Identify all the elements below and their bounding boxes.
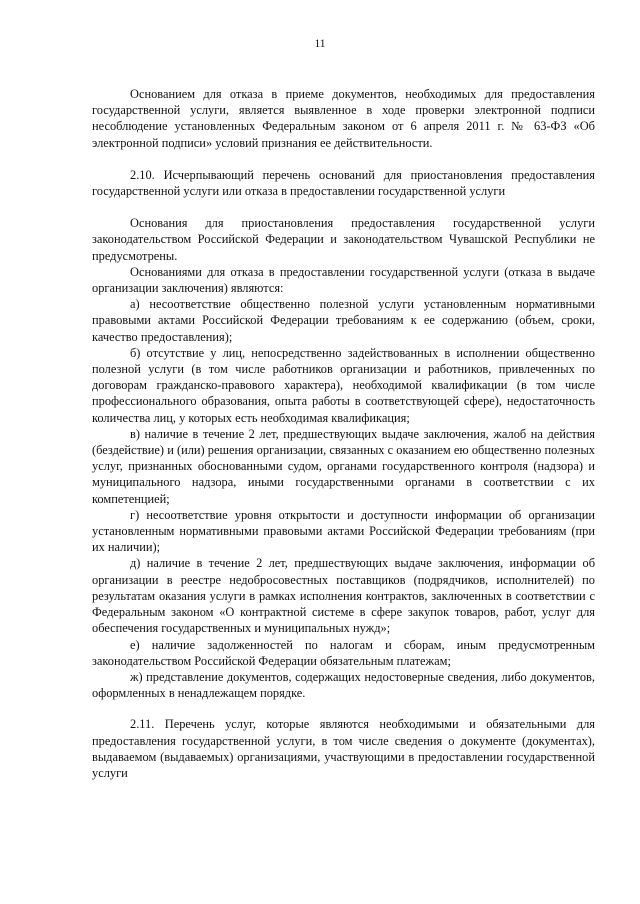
paragraph-spacer [92,199,595,215]
list-item-e: е) наличие задолженностей по налогам и сборам, иным предусмотренным законодательством Российской Федерации обязательным платежам; [92,637,595,668]
list-item-g: г) несоответствие уровня открытости и доступности информации об организации установленным нормативными правовыми актами Российской Федерации требованиям (при их наличии); [92,507,595,555]
paragraph-spacer [92,701,595,716]
paragraph-refusal-grounds-intro: Основаниями для отказа в предоставлении государственной услуги (отказа в выдаче организации заключения) являются: [92,264,595,296]
document-body [92,86,595,781]
section-heading-2-11: 2.11. Перечень услуг, которые являются необходимыми и обязательными для предоставления государственной услуги, в том числе сведения о документе (документах), выдаваемом (выдаваемых) организациями, участвующими в предоставлении государственной услуги [92,717,595,780]
list-item-a: а) несоответствие общественно полезной услуги установленным нормативными правовыми актами Российской Федерации требованиям к ее содержанию (объем, сроки, качество предоставления); [92,297,595,344]
list-item-d: д) наличие в течение 2 лет, предшествующих выдаче заключения, информации об организации в реестре недобросовестных поставщиков (подрядчиков, исполнителей) по результатам оказания услуги в рамках исполнения контрактов, заключенных в соответствии с Федеральным законом «О контрактной системе в сфере закупок товаров, работ, услуг для обеспечения государственных и муниципальных нужд»; [92,556,595,636]
paragraph-suspension-grounds: Основания для приостановления предоставления государственной услуги законодательством Российской Федерации и законодательством Чувашской Республики не предусмотрены. [92,216,595,263]
list-item-zh: ж) представление документов, содержащих недостоверные сведения, либо документов, оформленных в ненадлежащем порядке. [92,669,595,701]
list-item-b: б) отсутствие у лиц, непосредственно задействованных в исполнении общественно полезной услуги (в том числе работников организации и работников, привлеченных по договорам гражданско-правового характера), необходимой квалификации (в том числе профессионального образования, опыта работы в соответствующей сфере), недостаточность количества лиц, у которых есть необходимая квалификация; [92,345,595,425]
page-number: 11 [314,38,326,50]
section-heading-2-10: 2.10. Исчерпывающий перечень оснований для приостановления предоставления государственной услуги или отказа в предоставлении государственной услуги [92,167,595,199]
paragraph-refusal-grounds-electronic-signature: Основанием для отказа в приеме документов, необходимых для предоставления государственной услуги, является выявленное в ходе проверки электронной подписи несоблюдение установленных Федеральным законом от 6 апреля 2011 г. № 63-ФЗ «Об электронной подписи» условий признания ее действительности. [92,87,595,150]
list-item-v: в) наличие в течение 2 лет, предшествующих выдаче заключения, жалоб на действия (бездействие) и (или) решения организации, связанных с оказанием ею общественно полезных услуг, признанных обоснованными судом, органами государственного контроля (надзора) и муниципального надзора, иными государственными органами в соответствии с их компетенцией; [92,426,595,506]
paragraph-spacer [92,151,595,167]
